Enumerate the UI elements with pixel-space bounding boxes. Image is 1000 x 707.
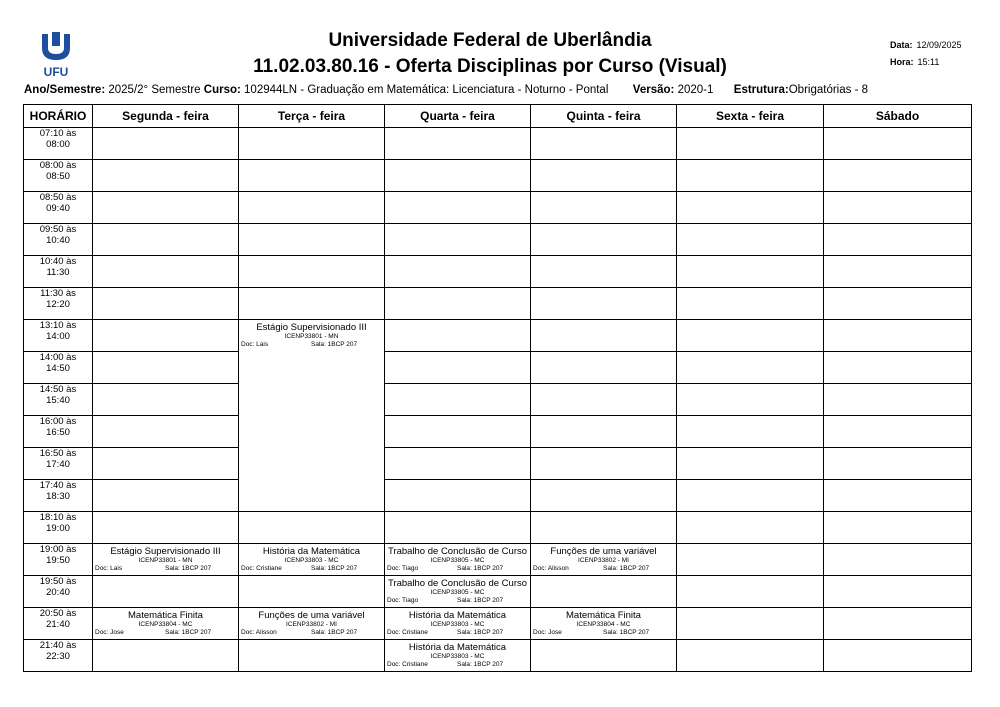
empty-cell [824, 160, 972, 192]
time-slot [24, 576, 93, 608]
column-header-day-4: Quinta - feira [531, 105, 677, 128]
class-room: Sala: 1BCP 207 [457, 597, 504, 604]
empty-cell [531, 160, 677, 192]
empty-cell [385, 352, 531, 384]
class-details [93, 629, 238, 637]
class-code: ICENP33805 - MC [430, 589, 485, 596]
time-slot-end: 21:40 [46, 619, 70, 630]
class-cell [239, 544, 385, 576]
table-row [24, 128, 972, 160]
class-name: História da Matemática [262, 546, 361, 557]
table-row [24, 320, 972, 352]
empty-cell [531, 384, 677, 416]
table-row [24, 480, 972, 512]
empty-cell [824, 128, 972, 160]
empty-cell [239, 160, 385, 192]
column-header-day-1: Segunda - feira [93, 105, 239, 128]
empty-cell [385, 288, 531, 320]
time-slot-end: 18:30 [46, 491, 70, 502]
class-entry [239, 544, 384, 575]
time-slot-start: 10:40 às [39, 256, 77, 267]
column-header-day-2: Terça - feira [239, 105, 385, 128]
class-name: Matemática Finita [128, 610, 203, 621]
class-entry [385, 640, 530, 671]
empty-cell [677, 352, 824, 384]
empty-cell [239, 288, 385, 320]
class-name: Trabalho de Conclusão de Curso [387, 578, 528, 589]
class-name: História da Matemática [408, 610, 507, 621]
class-room: Sala: 1BCP 207 [165, 629, 212, 636]
class-name: Estágio Supervisionado III [256, 322, 367, 333]
class-room: Sala: 1BCP 207 [165, 565, 212, 572]
empty-cell [824, 608, 972, 640]
empty-cell [824, 384, 972, 416]
curso-value: 102944LN - Graduação em Matemática: Licenciatura - Noturno - Pontal [244, 84, 609, 96]
empty-cell [385, 512, 531, 544]
table-row [24, 352, 972, 384]
class-name: Trabalho de Conclusão de Curso [387, 546, 528, 557]
class-details [93, 565, 238, 573]
time-label: Hora: [890, 57, 914, 67]
empty-cell [93, 128, 239, 160]
empty-cell [93, 192, 239, 224]
time-slot-start: 16:00 às [39, 416, 77, 427]
empty-cell [677, 320, 824, 352]
class-cell [385, 544, 531, 576]
empty-cell [677, 288, 824, 320]
time-slot-start: 11:30 às [40, 288, 76, 299]
time-slot-start: 08:00 às [39, 160, 77, 171]
empty-cell [531, 640, 677, 672]
empty-cell [824, 224, 972, 256]
time-slot [24, 256, 93, 288]
empty-cell [93, 256, 239, 288]
class-cell [531, 608, 677, 640]
time-slot-start: 14:00 às [39, 352, 77, 363]
date-label: Data: [890, 40, 913, 50]
time-slot-start: 17:40 às [39, 480, 77, 491]
class-teacher: Doc: Cristiane [241, 565, 282, 572]
class-details [385, 661, 530, 669]
class-details [385, 629, 530, 637]
empty-cell [531, 288, 677, 320]
empty-cell [824, 352, 972, 384]
class-code: ICENP33801 - MN [138, 557, 193, 564]
empty-cell [385, 192, 531, 224]
empty-cell [531, 512, 677, 544]
table-row [24, 288, 972, 320]
class-name: História da Matemática [408, 642, 507, 653]
date-readout [890, 40, 962, 50]
empty-cell [824, 256, 972, 288]
time-slot-end: 19:00 [46, 523, 70, 534]
class-teacher: Doc: Cristiane [387, 661, 428, 668]
page-subtitle: 11.02.03.80.16 - Oferta Disciplinas por Curso (Visual) [253, 56, 727, 77]
empty-cell [93, 512, 239, 544]
class-code: ICENP33803 - MC [284, 557, 339, 564]
class-entry [93, 608, 238, 639]
class-room: Sala: 1BCP 207 [457, 565, 504, 572]
class-teacher: Doc: Alisson [241, 629, 277, 636]
time-slot [24, 192, 93, 224]
time-slot-end: 16:50 [46, 427, 70, 438]
empty-cell [824, 320, 972, 352]
class-code: ICENP33803 - MC [430, 621, 485, 628]
empty-cell [531, 352, 677, 384]
class-entry [531, 608, 676, 639]
time-slot-start: 21:40 às [39, 640, 77, 651]
class-cell [93, 544, 239, 576]
empty-cell [677, 192, 824, 224]
table-row [24, 640, 972, 672]
time-slot-end: 08:50 [46, 171, 70, 182]
empty-cell [93, 640, 239, 672]
empty-cell [677, 448, 824, 480]
empty-cell [824, 192, 972, 224]
time-slot [24, 448, 93, 480]
table-row [24, 576, 972, 608]
empty-cell [93, 448, 239, 480]
time-slot-start: 08:50 às [39, 192, 77, 203]
time-slot [24, 288, 93, 320]
empty-cell [385, 128, 531, 160]
class-teacher: Doc: Tiago [387, 565, 419, 572]
curso-label: Curso: [203, 84, 241, 96]
header-row [24, 105, 972, 128]
empty-cell [677, 384, 824, 416]
empty-cell [677, 544, 824, 576]
class-name: Funções de uma variável [258, 610, 365, 621]
time-slot [24, 384, 93, 416]
class-teacher: Doc: Jose [533, 629, 562, 636]
empty-cell [531, 448, 677, 480]
empty-cell [385, 256, 531, 288]
empty-cell [531, 128, 677, 160]
versao-label: Versão: [632, 84, 675, 96]
class-room: Sala: 1BCP 207 [311, 629, 358, 636]
class-details [239, 629, 384, 637]
course-info [24, 84, 868, 96]
class-name: Estágio Supervisionado III [110, 546, 221, 557]
empty-cell [677, 608, 824, 640]
class-code: ICENP33805 - MC [430, 557, 485, 564]
empty-cell [239, 256, 385, 288]
empty-cell [239, 128, 385, 160]
empty-cell [531, 480, 677, 512]
empty-cell [93, 416, 239, 448]
empty-cell [531, 416, 677, 448]
class-teacher: Doc: Jose [95, 629, 124, 636]
empty-cell [239, 512, 385, 544]
empty-cell [531, 192, 677, 224]
table-row [24, 224, 972, 256]
time-slot [24, 416, 93, 448]
page-title: Universidade Federal de Uberlândia [328, 30, 652, 51]
class-entry [93, 544, 238, 575]
empty-cell [677, 416, 824, 448]
empty-cell [239, 224, 385, 256]
ano-label: Ano/Semestre: [24, 84, 106, 96]
empty-cell [677, 128, 824, 160]
time-slot [24, 160, 93, 192]
class-code: ICENP33802 - MI [286, 621, 337, 628]
class-teacher: Doc: Cristiane [387, 629, 428, 636]
table-row [24, 192, 972, 224]
time-slot-start: 16:50 às [39, 448, 77, 459]
time-slot-end: 22:30 [46, 651, 70, 662]
time-slot [24, 512, 93, 544]
class-entry [239, 320, 384, 511]
table-row [24, 160, 972, 192]
column-header-horario: HORÁRIO [24, 105, 93, 128]
empty-cell [677, 576, 824, 608]
empty-cell [385, 448, 531, 480]
empty-cell [824, 576, 972, 608]
time-slot-end: 08:00 [46, 139, 70, 150]
class-entry [385, 576, 530, 607]
time-slot [24, 128, 93, 160]
time-slot [24, 224, 93, 256]
time-slot [24, 352, 93, 384]
empty-cell [385, 224, 531, 256]
class-teacher: Doc: Alisson [533, 565, 569, 572]
table-row [24, 448, 972, 480]
class-cell [385, 640, 531, 672]
empty-cell [677, 224, 824, 256]
empty-cell [531, 576, 677, 608]
time-slot-start: 13:10 às [39, 320, 77, 331]
time-slot [24, 640, 93, 672]
time-slot-end: 17:40 [46, 459, 70, 470]
class-room: Sala: 1BCP 207 [603, 629, 650, 636]
time-slot [24, 320, 93, 352]
empty-cell [93, 480, 239, 512]
empty-cell [93, 288, 239, 320]
class-room: Sala: 1BCP 207 [457, 629, 504, 636]
table-row [24, 544, 972, 576]
empty-cell [677, 480, 824, 512]
class-details [385, 597, 530, 605]
empty-cell [93, 352, 239, 384]
empty-cell [239, 576, 385, 608]
schedule-table [23, 104, 972, 672]
time-slot-end: 12:20 [46, 299, 70, 310]
empty-cell [93, 224, 239, 256]
empty-cell [385, 384, 531, 416]
time-slot [24, 480, 93, 512]
class-teacher: Doc: Lais [241, 341, 269, 348]
column-header-day-3: Quarta - feira [385, 105, 531, 128]
empty-cell [824, 640, 972, 672]
class-teacher: Doc: Tiago [387, 597, 419, 604]
table-row [24, 416, 972, 448]
time-slot-end: 14:00 [46, 331, 70, 342]
time-slot-end: 10:40 [46, 235, 70, 246]
time-value: 15:11 [917, 57, 940, 67]
empty-cell [824, 416, 972, 448]
empty-cell [93, 160, 239, 192]
class-details [385, 565, 530, 573]
class-details [239, 565, 384, 573]
class-code: ICENP33802 - MI [578, 557, 629, 564]
class-code: ICENP33803 - MC [430, 653, 485, 660]
class-room: Sala: 1BCP 207 [311, 565, 358, 572]
time-slot [24, 544, 93, 576]
estrutura-value: Obrigatórias - 8 [788, 84, 868, 96]
time-slot-start: 19:50 às [39, 576, 77, 587]
class-cell [239, 320, 385, 512]
class-cell [239, 608, 385, 640]
empty-cell [824, 448, 972, 480]
time-slot-end: 15:40 [46, 395, 70, 406]
empty-cell [385, 320, 531, 352]
empty-cell [677, 256, 824, 288]
time-slot-start: 20:50 às [39, 608, 77, 619]
class-cell [385, 576, 531, 608]
time-readout [890, 57, 939, 67]
class-entry [239, 608, 384, 639]
empty-cell [93, 320, 239, 352]
estrutura-label: Estrutura: [733, 84, 789, 96]
empty-cell [239, 640, 385, 672]
time-slot [24, 608, 93, 640]
class-cell [385, 608, 531, 640]
time-slot-start: 14:50 às [39, 384, 77, 395]
time-slot-end: 14:50 [46, 363, 70, 374]
column-header-day-6: Sábado [824, 105, 972, 128]
class-cell [531, 544, 677, 576]
ano-value: 2025/2° Semestre [108, 84, 201, 96]
empty-cell [677, 640, 824, 672]
class-name: Matemática Finita [566, 610, 641, 621]
empty-cell [677, 160, 824, 192]
time-slot-start: 07:10 às [39, 128, 77, 139]
class-teacher: Doc: Lais [95, 565, 123, 572]
time-slot-end: 11:30 [46, 267, 70, 278]
empty-cell [824, 544, 972, 576]
table-row [24, 384, 972, 416]
empty-cell [531, 256, 677, 288]
date-value: 12/09/2025 [916, 40, 962, 50]
class-code: ICENP33801 - MN [284, 333, 339, 340]
empty-cell [824, 480, 972, 512]
class-details [531, 565, 676, 573]
time-slot-start: 18:10 às [39, 512, 77, 523]
empty-cell [385, 160, 531, 192]
class-code: ICENP33804 - MC [576, 621, 631, 628]
time-slot-start: 09:50 às [39, 224, 77, 235]
class-room: Sala: 1BCP 207 [457, 661, 504, 668]
empty-cell [385, 416, 531, 448]
empty-cell [677, 512, 824, 544]
class-entry [531, 544, 676, 575]
empty-cell [385, 480, 531, 512]
empty-cell [531, 320, 677, 352]
empty-cell [239, 192, 385, 224]
class-entry [385, 544, 530, 575]
class-room: Sala: 1BCP 207 [311, 341, 358, 348]
time-slot-end: 20:40 [46, 587, 70, 598]
column-header-day-5: Sexta - feira [677, 105, 824, 128]
class-name: Funções de uma variável [550, 546, 657, 557]
class-room: Sala: 1BCP 207 [603, 565, 650, 572]
empty-cell [93, 576, 239, 608]
empty-cell [531, 224, 677, 256]
class-entry [385, 608, 530, 639]
logo-text: UFU [43, 65, 69, 78]
time-slot-start: 19:00 às [39, 544, 77, 555]
table-row [24, 512, 972, 544]
time-slot-end: 09:40 [46, 203, 70, 214]
empty-cell [93, 384, 239, 416]
table-row [24, 608, 972, 640]
versao-value: 2020-1 [677, 84, 714, 96]
class-details [531, 629, 676, 637]
time-slot-end: 19:50 [46, 555, 70, 566]
empty-cell [824, 512, 972, 544]
class-details [239, 341, 384, 349]
empty-cell [824, 288, 972, 320]
class-cell [93, 608, 239, 640]
class-code: ICENP33804 - MC [138, 621, 193, 628]
table-row [24, 256, 972, 288]
